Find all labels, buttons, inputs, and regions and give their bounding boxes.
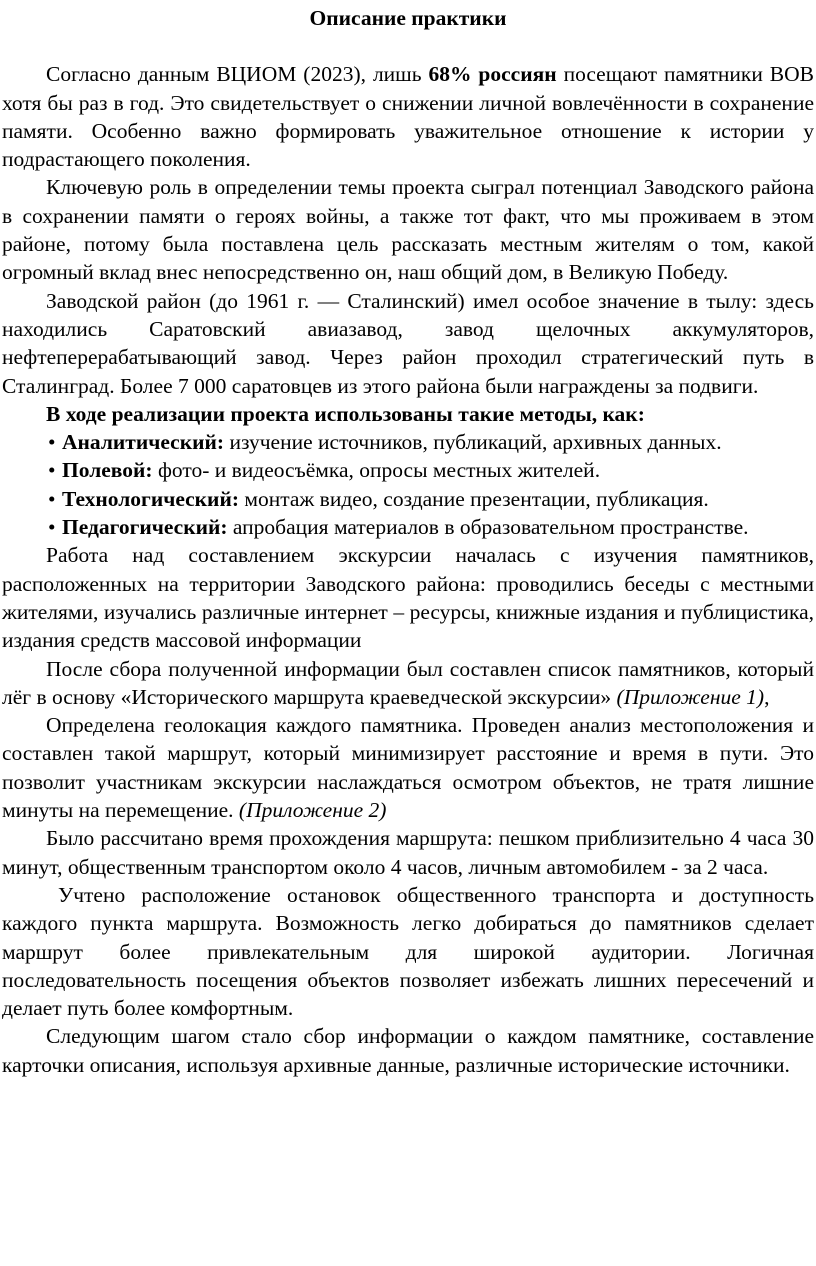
- paragraph-monument-list-end: ,: [764, 684, 770, 709]
- method-name: Полевой:: [62, 458, 153, 483]
- paragraph-district-history: Заводской район (до 1961 г. — Сталинский) имел особое значение в тылу: здесь находились Саратовский авиазавод, завод щелочных аккумуляторов, нефтеперерабатывающий завод. Через район проходил стратегический путь в Сталинград. Более 7 000 саратовцев из этого района были награждены за подвиги.: [2, 288, 814, 398]
- methods-heading: В ходе реализации проекта использованы такие методы, как:: [46, 401, 645, 426]
- paragraph-route-time: Было рассчитано время прохождения маршрута: пешком приблизительно 4 часа 30 минут, общественным транспортом около 4 часов, личным автомобилем - за 2 часа.: [2, 826, 814, 879]
- method-description: апробация материалов в образовательном пространстве.: [227, 515, 749, 540]
- paragraph-next-step: Следующим шагом стало сбор информации о каждом памятнике, составление карточки описания, используя архивные данные, различные исторические источники.: [2, 1024, 814, 1077]
- paragraph-survey: [2, 60, 814, 173]
- list-item: [2, 513, 814, 541]
- method-name: Аналитический:: [62, 430, 225, 455]
- paragraph-survey-start: Согласно данным ВЦИОМ (2023), лишь: [46, 62, 429, 87]
- paragraph-survey-end: посещают памятники ВОВ хотя бы раз в год. Это свидетельствует о снижении личной вовлечённости в сохранение памяти. Особенно важно формировать уважительное отношение к истории у подрастающего поколения.: [2, 62, 814, 172]
- method-description: изучение источников, публикаций, архивных данных.: [224, 430, 722, 455]
- paragraph-transport: Учтено расположение остановок общественного транспорта и доступность каждого пункта маршрута. Возможность легко добираться до памятников сделает маршрут более привлекательным для широкой аудитории. Логичная последовательность посещения объектов позволяет избежать лишних пересечений и делает путь более комфортным.: [2, 882, 814, 1021]
- method-name: Технологический:: [62, 486, 239, 511]
- list-item: [2, 428, 814, 456]
- page-title: Описание практики: [309, 6, 507, 30]
- appendix-1-reference: (Приложение 1): [616, 684, 765, 709]
- paragraph-monument-list: [2, 655, 814, 712]
- paragraph-survey-highlight: 68% россиян: [428, 62, 557, 87]
- paragraph-geolocation: [2, 711, 814, 824]
- list-item: [2, 456, 814, 484]
- list-item: [2, 485, 814, 513]
- paragraph-geolocation-text: Определена геолокация каждого памятника. Проведен анализ местоположения и составлен такой маршрут, который минимизирует расстояние и время в пути. Это позволит участникам экскурсии наслаждаться осмотром объектов, не тратя лишние минуты на перемещение.: [2, 713, 814, 823]
- paragraph-monument-list-text: После сбора полученной информации был составлен список памятников, который лёг в основу «Исторического маршрута краеведческой экскурсии»: [2, 656, 814, 709]
- paragraph-topic: Ключевую роль в определении темы проекта сыграл потенциал Заводского района в сохранении памяти о героях войны, а также тот факт, что мы проживаем в этом районе, потому была поставлена цель рассказать местным жителям о том, какой огромный вклад внес непосредственно он, наш общий дом, в Великую Победу.: [2, 175, 814, 285]
- appendix-2-reference: (Приложение 2): [238, 798, 387, 823]
- method-name: Педагогический:: [62, 515, 228, 540]
- methods-list: [2, 428, 814, 541]
- method-description: монтаж видео, создание презентации, публикация.: [239, 486, 709, 511]
- method-description: фото- и видеосъёмка, опросы местных жителей.: [152, 458, 601, 483]
- paragraph-research: Работа над составлением экскурсии началась с изучения памятников, расположенных на территории Заводского района: проводились беседы с местными жителями, изучались различные интернет – ресурсы, книжные издания и публицистика, издания средств массовой информации: [2, 543, 814, 653]
